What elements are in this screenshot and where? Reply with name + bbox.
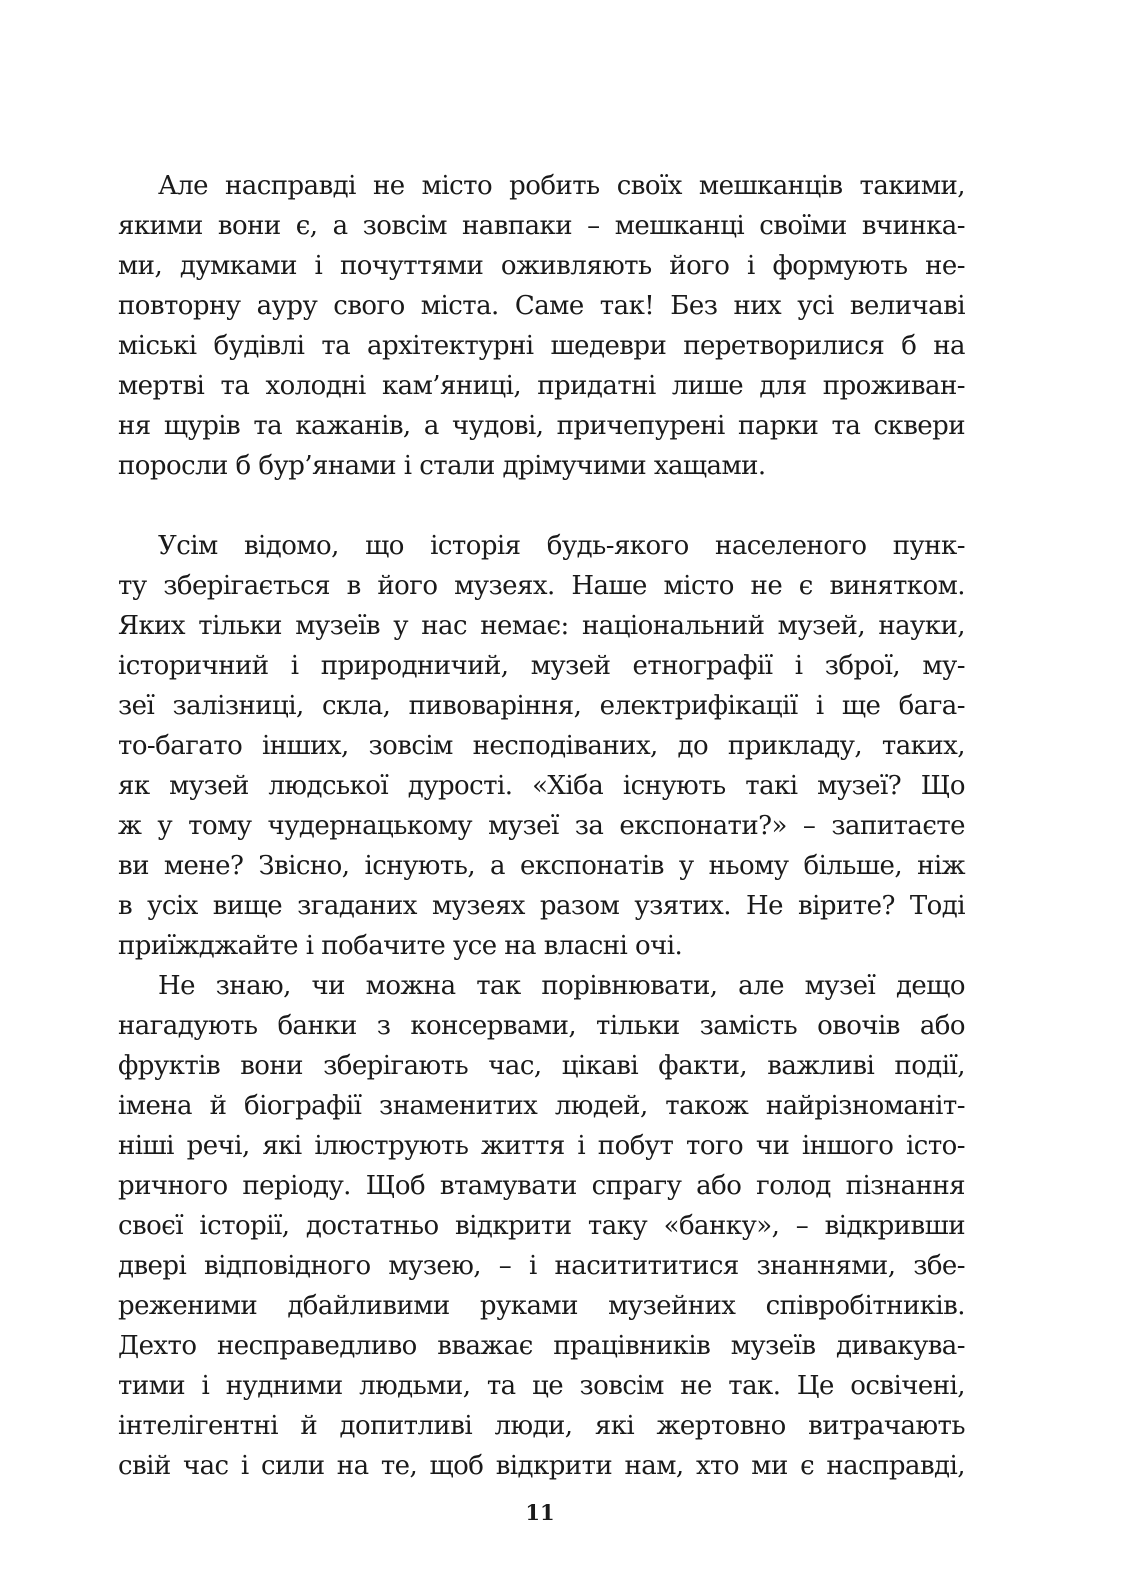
- text-line: ми, думками і почуттями оживляють його і формують не-: [118, 251, 965, 281]
- text-line: в усіх вище згаданих музеях разом узятих. Не вірите? Тоді: [118, 891, 965, 921]
- text-line: нагадують банки з консервами, тільки замість овочів або: [118, 1011, 965, 1041]
- text-line: імена й біографії знаменитих людей, також найрізноманіт-: [118, 1091, 965, 1121]
- text-line: інтелігентні й допитливі люди, які жертовно витрачають: [118, 1411, 965, 1441]
- text-line: то-багато інших, зовсім несподіваних, до прикладу, таких,: [118, 731, 965, 761]
- text-line: ту зберігається в його музеях. Наше місто не є винятком.: [118, 571, 965, 601]
- text-line: ви мене? Звісно, існують, а експонатів у ньому більше, ніж: [118, 851, 965, 881]
- text-line: фруктів вони зберігають час, цікаві факти, важливі події,: [118, 1051, 965, 1081]
- text-line: ня щурів та кажанів, а чудові, причепурені парки та сквери: [118, 411, 965, 441]
- text-line: зеї залізниці, скла, пивоваріння, електрифікації і ще бага-: [118, 691, 965, 721]
- text-line: історичний і природничий, музей етнографії і зброї, му-: [118, 651, 965, 681]
- text-line: як музей людської дурості. «Хіба існують такі музеї? Що: [118, 771, 965, 801]
- text-line: поросли б бур’янами і стали дрімучими хащами.: [118, 451, 766, 481]
- text-line: Не знаю, чи можна так порівнювати, але музеї дещо: [158, 971, 965, 1001]
- text-line: ричного періоду. Щоб втамувати спрагу або голод пізнання: [118, 1171, 965, 1201]
- text-line: свій час і сили на те, щоб відкрити нам, хто ми є насправді,: [118, 1451, 965, 1481]
- text-line: двері відповідного музею, – і наситититися знаннями, збе-: [118, 1251, 965, 1281]
- text-line: Але насправді не місто робить своїх мешканців такими,: [158, 171, 965, 201]
- page-number: 11: [525, 1500, 555, 1525]
- text-line: ніші речі, які ілюструють життя і побут того чи іншого істо-: [118, 1131, 965, 1161]
- text-line: міські будівлі та архітектурні шедеври перетворилися б на: [118, 331, 965, 361]
- text-line: повторну ауру свого міста. Саме так! Без них усі величаві: [118, 291, 965, 321]
- text-line: Яких тільки музеїв у нас немає: національний музей, науки,: [118, 611, 965, 641]
- text-line: Дехто несправедливо вважає працівників музеїв дивакува-: [118, 1331, 965, 1361]
- text-line: мертві та холодні кам’яниці, придатні лише для проживан-: [118, 371, 965, 401]
- text-line: Усім відомо, що історія будь-якого населеного пунк-: [158, 531, 965, 561]
- text-line: реженими дбайливими руками музейних співробітників.: [118, 1291, 965, 1321]
- text-line: тими і нудними людьми, та це зовсім не так. Це освічені,: [118, 1371, 965, 1401]
- text-line: приїжджайте і побачите усе на власні очі.: [118, 931, 683, 961]
- text-line: ж у тому чудернацькому музеї за експонати?» – запитаєте: [118, 811, 965, 841]
- text-line: своєї історії, достатньо відкрити таку «банку», – відкривши: [118, 1211, 965, 1241]
- text-line: якими вони є, а зовсім навпаки – мешканці своїми вчинка-: [118, 211, 965, 241]
